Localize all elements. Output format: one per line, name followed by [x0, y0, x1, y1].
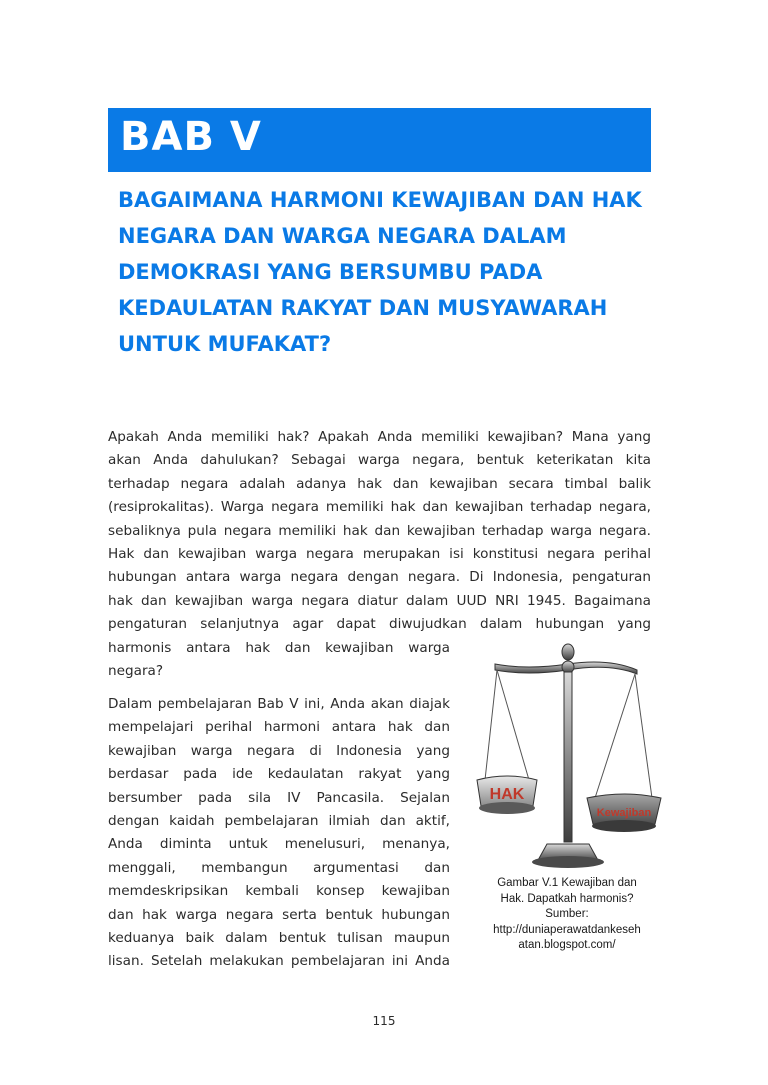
paragraph-line: hak dan kewajiban warga negara diatur dalam UUD NRI 1945. Bagaimana: [108, 592, 651, 609]
paragraph-line: sebaliknya pula negara memiliki hak dan kewajiban terhadap warga negara.: [108, 522, 651, 539]
paragraph-line: (resiprokalitas). Warga negara memiliki hak dan kewajiban terhadap negara,: [108, 499, 651, 516]
paragraph-line: dan hak warga negara serta bentuk hubungan: [108, 906, 450, 923]
chapter-title-line: KEDAULATAN RAKYAT DAN MUSYAWARAH: [118, 296, 608, 320]
caption-line: Sumber:: [545, 908, 589, 920]
paragraph-line: hubungan antara warga negara dengan negara. Di Indonesia, pengaturan: [108, 569, 651, 586]
paragraph-line: menggali, membangun argumentasi dan: [108, 859, 450, 876]
paragraph-line: berdasar pada ide kedaulatan rakyat yang: [108, 766, 450, 783]
figure-caption: [478, 876, 656, 954]
paragraph-line: dengan kaidah pembelajaran ilmiah dan aktif,: [108, 813, 450, 830]
paragraph-line: Apakah Anda memiliki hak? Apakah Anda memiliki kewajiban? Mana yang: [108, 429, 651, 445]
chapter-title-line: DEMOKRASI YANG BERSUMBU PADA: [118, 260, 543, 284]
balance-scale-icon: [467, 640, 667, 872]
paragraph-line: pengaturan selanjutnya agar dapat diwujudkan dalam hubungan yang: [108, 616, 651, 633]
paragraph-line: harmonis antara hak dan kewajiban warga: [108, 639, 450, 656]
paragraph-line: keduanya baik dalam bentuk tulisan maupun: [108, 930, 450, 947]
paragraph-line: lisan. Setelah melakukan pembelajaran ini Anda: [108, 953, 450, 970]
chapter-title-line: UNTUK MUFAKAT?: [118, 332, 332, 356]
pan-label-kewajiban: Kewajiban: [596, 807, 652, 819]
paragraph-line: akan Anda dahulukan? Sebagai warga negara, bentuk keterikatan kita: [108, 452, 651, 469]
paragraph-line: bersumber pada sila IV Pancasila. Sejalan: [108, 789, 450, 806]
paragraph-line: terhadap negara adalah adanya hak dan kewajiban secara timbal balik: [108, 475, 651, 492]
chapter-title-line: BAGAIMANA HARMONI KEWAJIBAN DAN HAK: [118, 188, 642, 212]
paragraph-line: memdeskripsikan kembali konsep kewajiban: [108, 883, 450, 900]
paragraph-line: Dalam pembelajaran Bab V ini, Anda akan diajak: [108, 696, 450, 712]
caption-line: atan.blogspot.com/: [518, 939, 616, 951]
page-number: 115: [372, 1014, 396, 1028]
chapter-label: BAB V: [120, 114, 262, 160]
caption-line: http://duniaperawatdankeseh: [493, 923, 641, 936]
paragraph-line: mempelajari perihal harmoni antara hak dan: [108, 719, 450, 736]
figure-balance-scale: [467, 640, 667, 872]
paragraph-line: Anda diminta untuk menelusuri, menanya,: [108, 836, 450, 853]
chapter-header-bar: [108, 108, 651, 172]
paragraph-line: kewajiban warga negara di Indonesia yang: [108, 742, 450, 759]
learning-paragraph: [108, 693, 450, 974]
paragraph-line: negara?: [108, 663, 164, 680]
caption-line: Gambar V.1 Kewajiban dan: [497, 877, 637, 889]
chapter-title: [118, 182, 678, 362]
paragraph-line: Hak dan kewajiban warga negara merupakan isi konstitusi negara perihal: [108, 546, 651, 563]
caption-line: Hak. Dapatkah harmonis?: [500, 892, 634, 905]
pan-label-hak: HAK: [489, 786, 525, 803]
chapter-title-line: NEGARA DAN WARGA NEGARA DALAM: [118, 224, 567, 248]
